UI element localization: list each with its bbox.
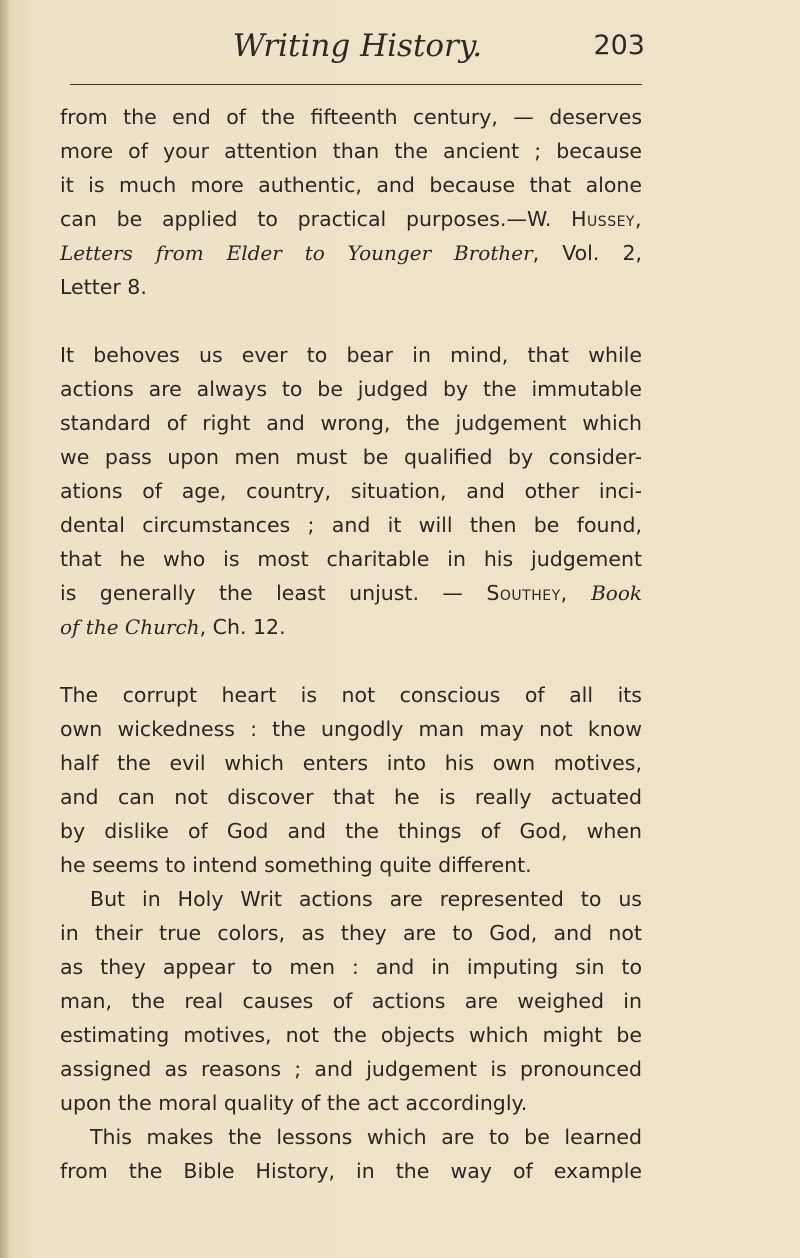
text-run: by dislike of God and the things of God, when <box>60 819 642 843</box>
text-line <box>60 678 642 712</box>
text-run: we pass upon men must be qualified by consider- <box>60 445 642 469</box>
text-run: is generally the least unjust. — <box>60 581 487 605</box>
text-line <box>60 134 642 168</box>
text-run: own wickedness : the ungodly man may not know <box>60 717 642 741</box>
text-run: he seems to intend something quite different. <box>60 853 532 877</box>
text-line <box>60 474 642 508</box>
text-line <box>60 916 642 950</box>
header-rule <box>70 84 642 85</box>
text-run: from the end of the fifteenth century, — deserves <box>60 105 642 129</box>
text-line <box>60 236 642 270</box>
passage <box>60 338 642 644</box>
paragraph-gap <box>60 304 642 338</box>
text-line <box>60 576 642 610</box>
text-line <box>60 1018 642 1052</box>
running-title: Writing History. <box>232 28 483 64</box>
text-line <box>60 100 642 134</box>
text-run: assigned as reasons ; and judgement is pronounced <box>60 1057 642 1081</box>
italic-title: Book <box>591 581 642 605</box>
text-line <box>60 338 642 372</box>
page-number: 203 <box>593 30 645 61</box>
text-run: in their true colors, as they are to God, and not <box>60 921 642 945</box>
text-line <box>60 814 642 848</box>
text-run: actions are always to be judged by the immutable <box>60 377 642 401</box>
text-line <box>60 746 642 780</box>
text-run: more of your attention than the ancient ; because <box>60 139 642 163</box>
text-run: and can not discover that he is really actuated <box>60 785 642 809</box>
text-line <box>60 440 642 474</box>
italic-title: Letters from Elder to Younger Brother <box>60 241 533 265</box>
text-line <box>60 1154 642 1188</box>
text-line <box>60 1052 642 1086</box>
text-line <box>60 542 642 576</box>
text-run: estimating motives, not the objects which might be <box>60 1023 642 1047</box>
text-run: , Vol. 2, <box>532 241 643 265</box>
text-run: upon the moral quality of the act accordingly. <box>60 1091 528 1115</box>
text-line <box>60 270 642 304</box>
text-run: it is much more authentic, and because that alone <box>60 173 642 197</box>
text-run: that he who is most charitable in his judgement <box>60 547 642 571</box>
text-run: from the Bible History, in the way of example <box>60 1159 642 1183</box>
passage <box>60 100 642 304</box>
text-run: half the evil which enters into his own motives, <box>60 751 642 775</box>
text-run: The corrupt heart is not conscious of all its <box>60 683 642 707</box>
text-line <box>60 406 642 440</box>
text-line <box>60 712 642 746</box>
text-line <box>60 950 642 984</box>
author-name: Southey, <box>486 581 568 605</box>
text-run: Letter 8. <box>60 275 147 299</box>
italic-title: of the Church <box>60 615 200 639</box>
text-line <box>60 848 642 882</box>
text-line <box>60 168 642 202</box>
text-run: ations of age, country, situation, and other inci- <box>60 479 642 503</box>
text-run: standard of right and wrong, the judgement which <box>60 411 642 435</box>
running-head <box>70 28 645 78</box>
text-line <box>60 984 642 1018</box>
body-text <box>60 100 642 1188</box>
text-line <box>60 202 642 236</box>
text-line <box>60 610 642 644</box>
text-run: , Ch. 12. <box>199 615 286 639</box>
passage <box>60 678 642 1188</box>
text-line <box>60 508 642 542</box>
page-gutter-shadow <box>0 0 10 1258</box>
text-run: But in Holy Writ actions are represented to us <box>90 887 642 911</box>
text-line <box>60 882 642 916</box>
text-run: can be applied to practical purposes.—W. <box>60 207 572 231</box>
text-run: It behoves us ever to bear in mind, that while <box>60 343 642 367</box>
text-run: as they appear to men : and in imputing sin to <box>60 955 642 979</box>
text-run: dental circumstances ; and it will then be found, <box>60 513 642 537</box>
text-run: man, the real causes of actions are weighed in <box>60 989 642 1013</box>
text-line <box>60 1120 642 1154</box>
text-line <box>60 780 642 814</box>
text-run: This makes the lessons which are to be learned <box>90 1125 642 1149</box>
text-line <box>60 372 642 406</box>
author-name: Hussey, <box>571 207 642 231</box>
text-run <box>568 581 591 605</box>
text-line <box>60 1086 642 1120</box>
paragraph-gap <box>60 644 642 678</box>
